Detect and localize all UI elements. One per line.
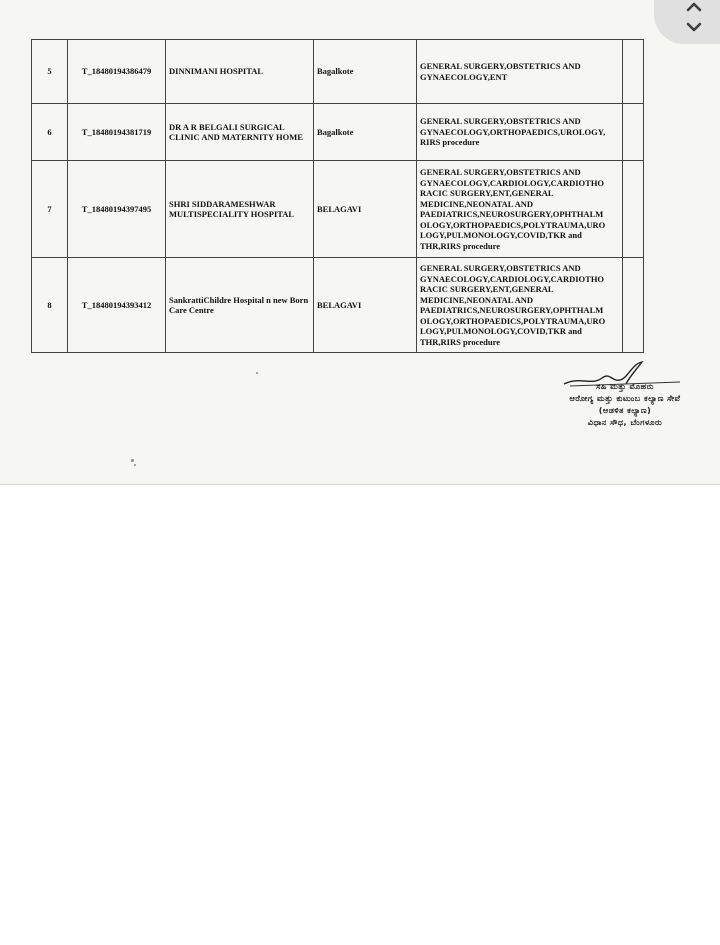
stamp-line-3: (ಆಡಳಿತ ಕಲ್ಯಾಣ) xyxy=(598,406,652,415)
blank-cell xyxy=(623,104,644,161)
scan-speck xyxy=(131,459,134,462)
table-row xyxy=(32,258,644,353)
scan-bottom-edge xyxy=(0,484,720,485)
signature-stamp xyxy=(540,358,710,433)
stamp-line-2: ಆರೋಗ್ಯ ಮತ್ತು ಕುಟುಂಬ ಕಲ್ಯಾಣ ಸೇವೆ xyxy=(569,394,681,403)
hospital-id-cell: T_18480194393412 xyxy=(68,258,166,353)
specialities-cell: GENERAL SURGERY,OBSTETRICS AND GYNAECOLOGY,ENT xyxy=(417,40,623,104)
hospital-name-cell: SHRI SIDDARAMESHWAR MULTISPECIALITY HOSPITAL xyxy=(166,161,314,258)
blank-cell xyxy=(623,258,644,353)
table-row xyxy=(32,161,644,258)
district-cell: Bagalkote xyxy=(314,104,417,161)
hospital-id-cell: T_18480194381719 xyxy=(68,104,166,161)
table-row xyxy=(32,40,644,104)
serial-cell: 5 xyxy=(32,40,68,104)
table-row xyxy=(32,104,644,161)
scan-speck xyxy=(256,372,258,374)
hospital-id-cell: T_18480194386479 xyxy=(68,40,166,104)
specialities-cell: GENERAL SURGERY,OBSTETRICS AND GYNAECOLOGY,CARDIOLOGY,CARDIOTHO RACIC SURGERY,ENT,GENERAL MEDICINE,NEONATAL AND PAEDIATRICS,NEUROSURGERY,OPHTHALM OLOGY,ORTHOPAEDICS,POLYTRAUMA,URO LOGY,PULMONOLOGY,COVID,TKR and THR,RIRS procedure xyxy=(417,161,623,258)
hospital-name-cell: DINNIMANI HOSPITAL xyxy=(166,40,314,104)
blank-cell xyxy=(623,161,644,258)
chevron-up-icon[interactable] xyxy=(684,0,704,14)
hospital-name-cell: SankrattiChildre Hospital n new Born Care Centre xyxy=(166,258,314,353)
serial-cell: 7 xyxy=(32,161,68,258)
serial-cell: 6 xyxy=(32,104,68,161)
serial-cell: 8 xyxy=(32,258,68,353)
hospital-name-cell: DR A R BELGALI SURGICAL CLINIC AND MATERNITY HOME xyxy=(166,104,314,161)
stamp-line-1: ಸಹಿ ಮತ್ತು ಮೊಹರು xyxy=(596,382,654,391)
hospital-table xyxy=(31,39,644,353)
hospital-id-cell: T_18480194397495 xyxy=(68,161,166,258)
district-cell: BELAGAVI xyxy=(314,161,417,258)
scan-speck xyxy=(134,464,136,466)
specialities-cell: GENERAL SURGERY,OBSTETRICS AND GYNAECOLOGY,CARDIOLOGY,CARDIOTHO RACIC SURGERY,ENT,GENERAL MEDICINE,NEONATAL AND PAEDIATRICS,NEUROSURGERY,OPHTHALM OLOGY,ORTHOPAEDICS,POLYTRAUMA,URO LOGY,PULMONOLOGY,COVID,TKR and THR,RIRS procedure xyxy=(417,258,623,353)
district-cell: BELAGAVI xyxy=(314,258,417,353)
stamp-line-4: ವಿಧಾನ ಸೌಧ, ಬೆಂಗಳೂರು xyxy=(587,418,663,427)
district-cell: Bagalkote xyxy=(314,40,417,104)
specialities-cell: GENERAL SURGERY,OBSTETRICS AND GYNAECOLOGY,ORTHOPAEDICS,UROLOGY, RIRS procedure xyxy=(417,104,623,161)
blank-cell xyxy=(623,40,644,104)
chevron-down-icon[interactable] xyxy=(684,20,704,34)
